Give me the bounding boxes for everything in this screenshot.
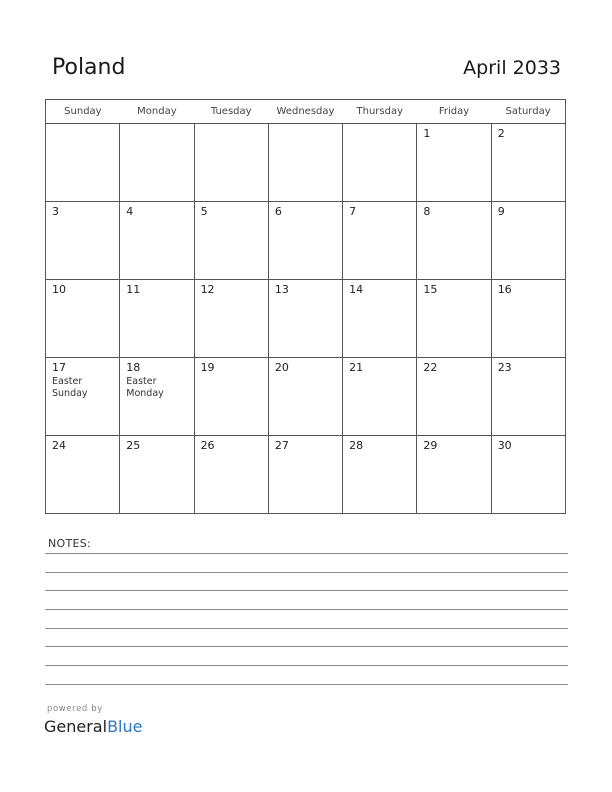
day-number: 11 <box>126 283 141 296</box>
week-row <box>46 280 566 358</box>
day-cell <box>46 124 120 202</box>
day-number: 14 <box>349 283 364 296</box>
month-title: April 2033 <box>463 57 561 79</box>
holiday-label: Monday <box>126 388 164 399</box>
day-cell <box>120 124 194 202</box>
day-cell <box>46 202 120 280</box>
week-row <box>46 202 566 280</box>
calendar-body <box>46 124 566 514</box>
day-cell <box>120 436 194 514</box>
day-cell <box>194 358 268 436</box>
day-cell <box>343 358 417 436</box>
day-number: 8 <box>423 205 431 218</box>
day-number: 23 <box>497 361 512 374</box>
day-number: 2 <box>497 127 505 140</box>
day-number: 16 <box>497 283 512 296</box>
holiday-label: Easter <box>52 376 83 387</box>
day-number: 5 <box>200 205 208 218</box>
note-line <box>45 628 568 629</box>
powered-by-text: powered by <box>47 704 103 714</box>
day-cell <box>120 358 194 436</box>
brand-logo <box>44 717 142 736</box>
day-cell <box>194 202 268 280</box>
day-cell <box>491 358 565 436</box>
day-cell <box>194 280 268 358</box>
day-number: 18 <box>126 361 141 374</box>
holiday-label: Sunday <box>52 388 88 399</box>
calendar-grid <box>45 99 566 514</box>
weekday-header: Sunday <box>46 100 120 124</box>
note-line <box>45 590 568 591</box>
day-cell <box>417 124 491 202</box>
weekday-header: Saturday <box>491 100 565 124</box>
day-cell <box>268 280 342 358</box>
day-number: 9 <box>497 205 505 218</box>
day-cell <box>343 202 417 280</box>
day-cell <box>268 124 342 202</box>
day-number: 4 <box>126 205 134 218</box>
weekday-header: Thursday <box>343 100 417 124</box>
note-line <box>45 684 568 685</box>
day-cell <box>491 436 565 514</box>
day-number: 28 <box>349 439 364 452</box>
day-number: 29 <box>423 439 438 452</box>
week-row <box>46 358 566 436</box>
day-cell <box>194 436 268 514</box>
day-number: 15 <box>423 283 438 296</box>
note-line <box>45 553 568 554</box>
day-number: 12 <box>200 283 215 296</box>
day-number: 1 <box>423 127 431 140</box>
day-cell <box>417 436 491 514</box>
day-number: 21 <box>349 361 364 374</box>
day-cell <box>417 358 491 436</box>
day-number: 24 <box>52 439 66 452</box>
day-number: 20 <box>274 361 289 374</box>
day-cell <box>343 436 417 514</box>
day-cell <box>491 124 565 202</box>
note-line <box>45 609 568 610</box>
brand-general-text: General <box>44 717 108 736</box>
day-cell <box>120 280 194 358</box>
week-row <box>46 124 566 202</box>
day-number: 26 <box>200 439 215 452</box>
day-cell <box>343 280 417 358</box>
weekday-header: Wednesday <box>268 100 342 124</box>
day-number: 19 <box>200 361 215 374</box>
day-number: 6 <box>274 205 282 218</box>
brand-blue-text: Blue <box>107 717 143 736</box>
day-number: 13 <box>274 283 289 296</box>
day-number: 3 <box>52 205 59 218</box>
day-cell <box>417 202 491 280</box>
day-cell <box>120 202 194 280</box>
day-number: 7 <box>349 205 357 218</box>
note-line <box>45 665 568 666</box>
day-number: 22 <box>423 361 438 374</box>
day-number: 17 <box>52 361 66 374</box>
day-cell <box>46 280 120 358</box>
week-row <box>46 436 566 514</box>
holiday-label: Easter <box>126 376 157 387</box>
weekday-header: Tuesday <box>194 100 268 124</box>
notes-label: NOTES: <box>48 537 92 550</box>
day-number: 30 <box>497 439 512 452</box>
day-cell <box>417 280 491 358</box>
day-number: 25 <box>126 439 141 452</box>
day-number: 27 <box>274 439 289 452</box>
day-cell <box>46 436 120 514</box>
weekday-header: Friday <box>417 100 491 124</box>
day-cell <box>194 124 268 202</box>
day-cell <box>491 280 565 358</box>
country-title: Poland <box>52 55 126 80</box>
day-cell <box>491 202 565 280</box>
day-cell <box>268 358 342 436</box>
day-number: 10 <box>52 283 66 296</box>
note-line <box>45 646 568 647</box>
day-cell <box>268 202 342 280</box>
day-cell <box>46 358 120 436</box>
day-cell <box>343 124 417 202</box>
weekday-header: Monday <box>120 100 194 124</box>
weekday-header-row <box>46 100 566 124</box>
note-line <box>45 572 568 573</box>
day-cell <box>268 436 342 514</box>
